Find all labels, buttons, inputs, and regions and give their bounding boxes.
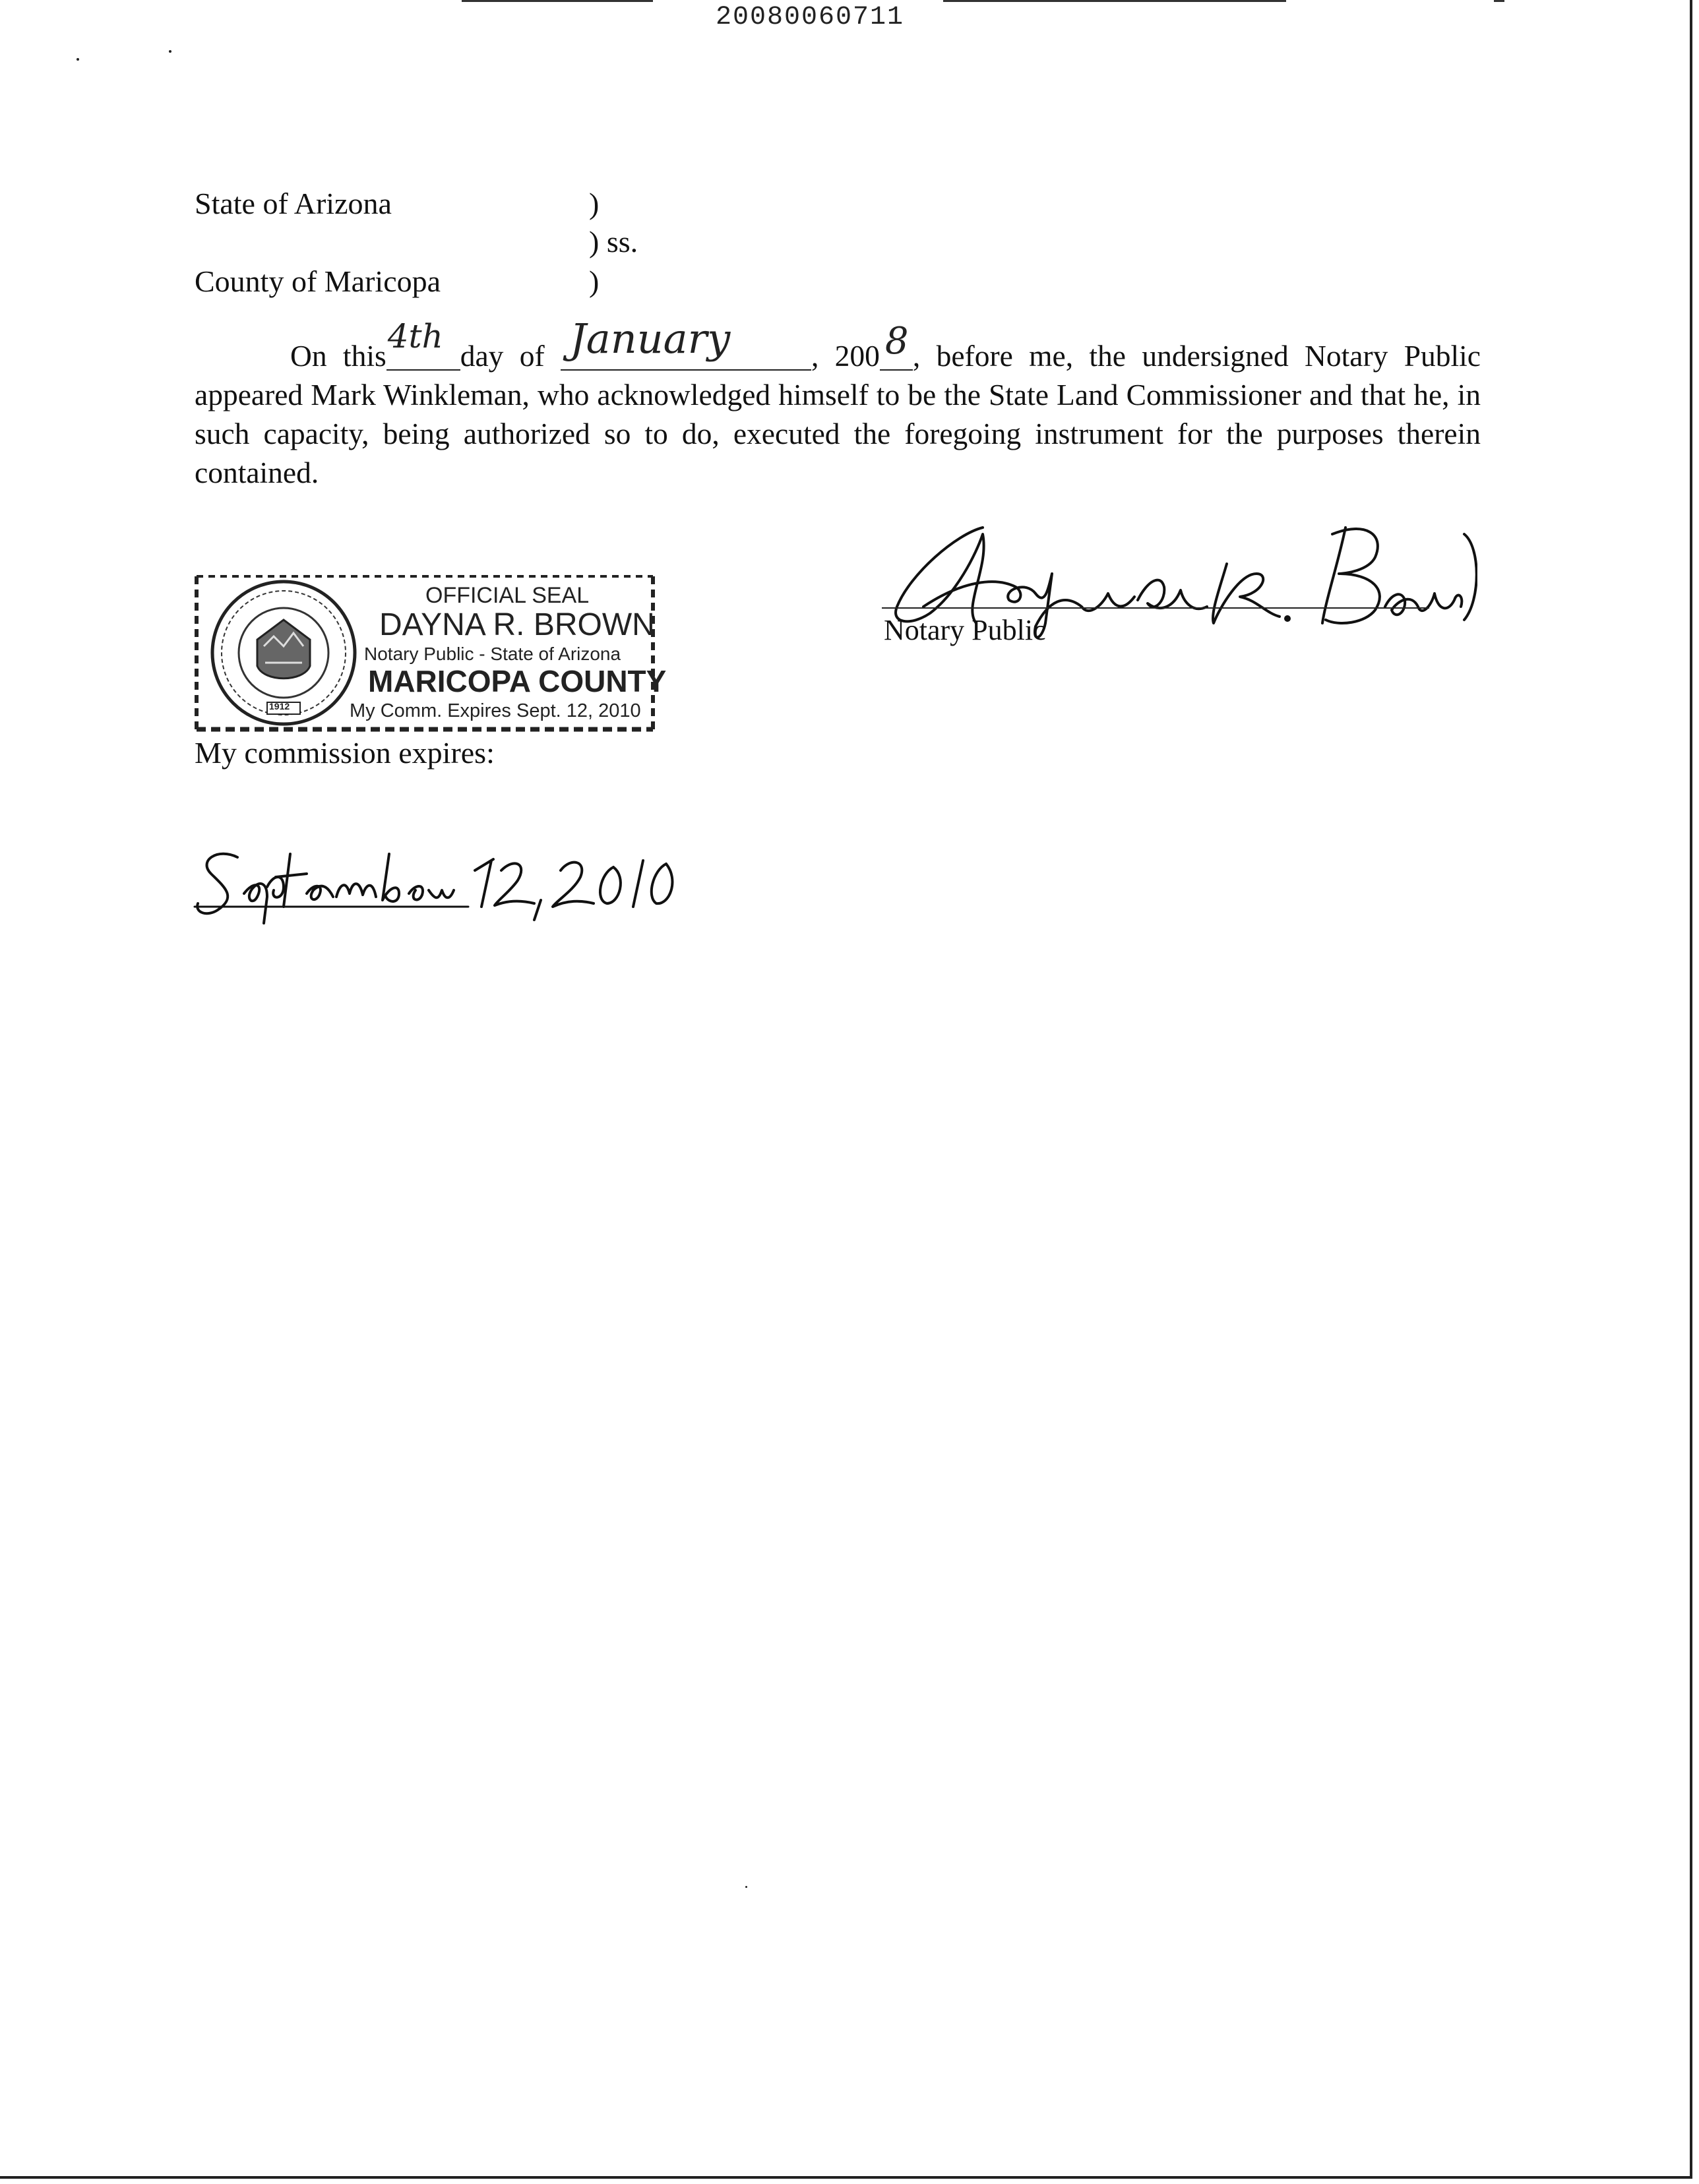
venue-state: State of Arizona xyxy=(195,187,392,220)
acknowledgment-paragraph xyxy=(195,315,1481,492)
handwritten-year: 8 xyxy=(884,320,909,363)
day-blank xyxy=(386,317,460,371)
venue-paren: ) xyxy=(589,264,600,298)
commission-expires-label: My commission expires: xyxy=(195,736,495,770)
notary-public-label: Notary Public xyxy=(884,614,1046,646)
scan-top-rule xyxy=(1494,0,1504,2)
ack-lead: On this xyxy=(290,339,386,373)
seal-emblem-year: 1912 xyxy=(269,701,290,712)
scan-speck xyxy=(77,58,79,61)
seal-county: MARICOPA COUNTY xyxy=(368,664,667,698)
scan-top-rule xyxy=(943,0,1286,2)
seal-official-label: OFFICIAL SEAL xyxy=(425,583,590,608)
seal-expiration: My Comm. Expires Sept. 12, 2010 xyxy=(350,700,641,721)
handwritten-month: January xyxy=(569,315,731,363)
seal-notary-state: Notary Public - State of Arizona xyxy=(364,644,621,664)
venue-ss: ) ss. xyxy=(589,225,638,258)
scan-top-rule xyxy=(462,0,653,2)
month-blank xyxy=(561,315,811,371)
handwritten-day: 4th xyxy=(387,317,443,355)
scan-edge-bottom xyxy=(0,2176,1692,2179)
ack-year-prefix: 200 xyxy=(834,339,880,373)
recording-number: 20080060711 xyxy=(716,3,905,32)
year-blank xyxy=(880,320,913,371)
notary-signature-line xyxy=(882,607,1429,609)
scan-edge-right xyxy=(1690,0,1692,2176)
official-seal-stamp xyxy=(191,567,667,739)
scan-speck xyxy=(745,1886,747,1888)
ack-sep: , xyxy=(811,339,819,373)
scan-speck xyxy=(169,50,171,53)
venue-county: County of Maricopa xyxy=(195,264,441,298)
ack-body: , before me, the undersigned Notary Public appeared Mark Winkleman, who acknowledged himself to be the State Land Commissioner and that he, in such capacity, being authorized so to do, executed the foregoing instrument for the purposes therein contained. xyxy=(195,339,1481,489)
seal-notary-name: DAYNA R. BROWN xyxy=(379,607,655,642)
ack-day-word: day of xyxy=(460,339,545,373)
handwritten-expiration-date xyxy=(191,834,706,926)
venue-paren: ) xyxy=(589,187,600,220)
